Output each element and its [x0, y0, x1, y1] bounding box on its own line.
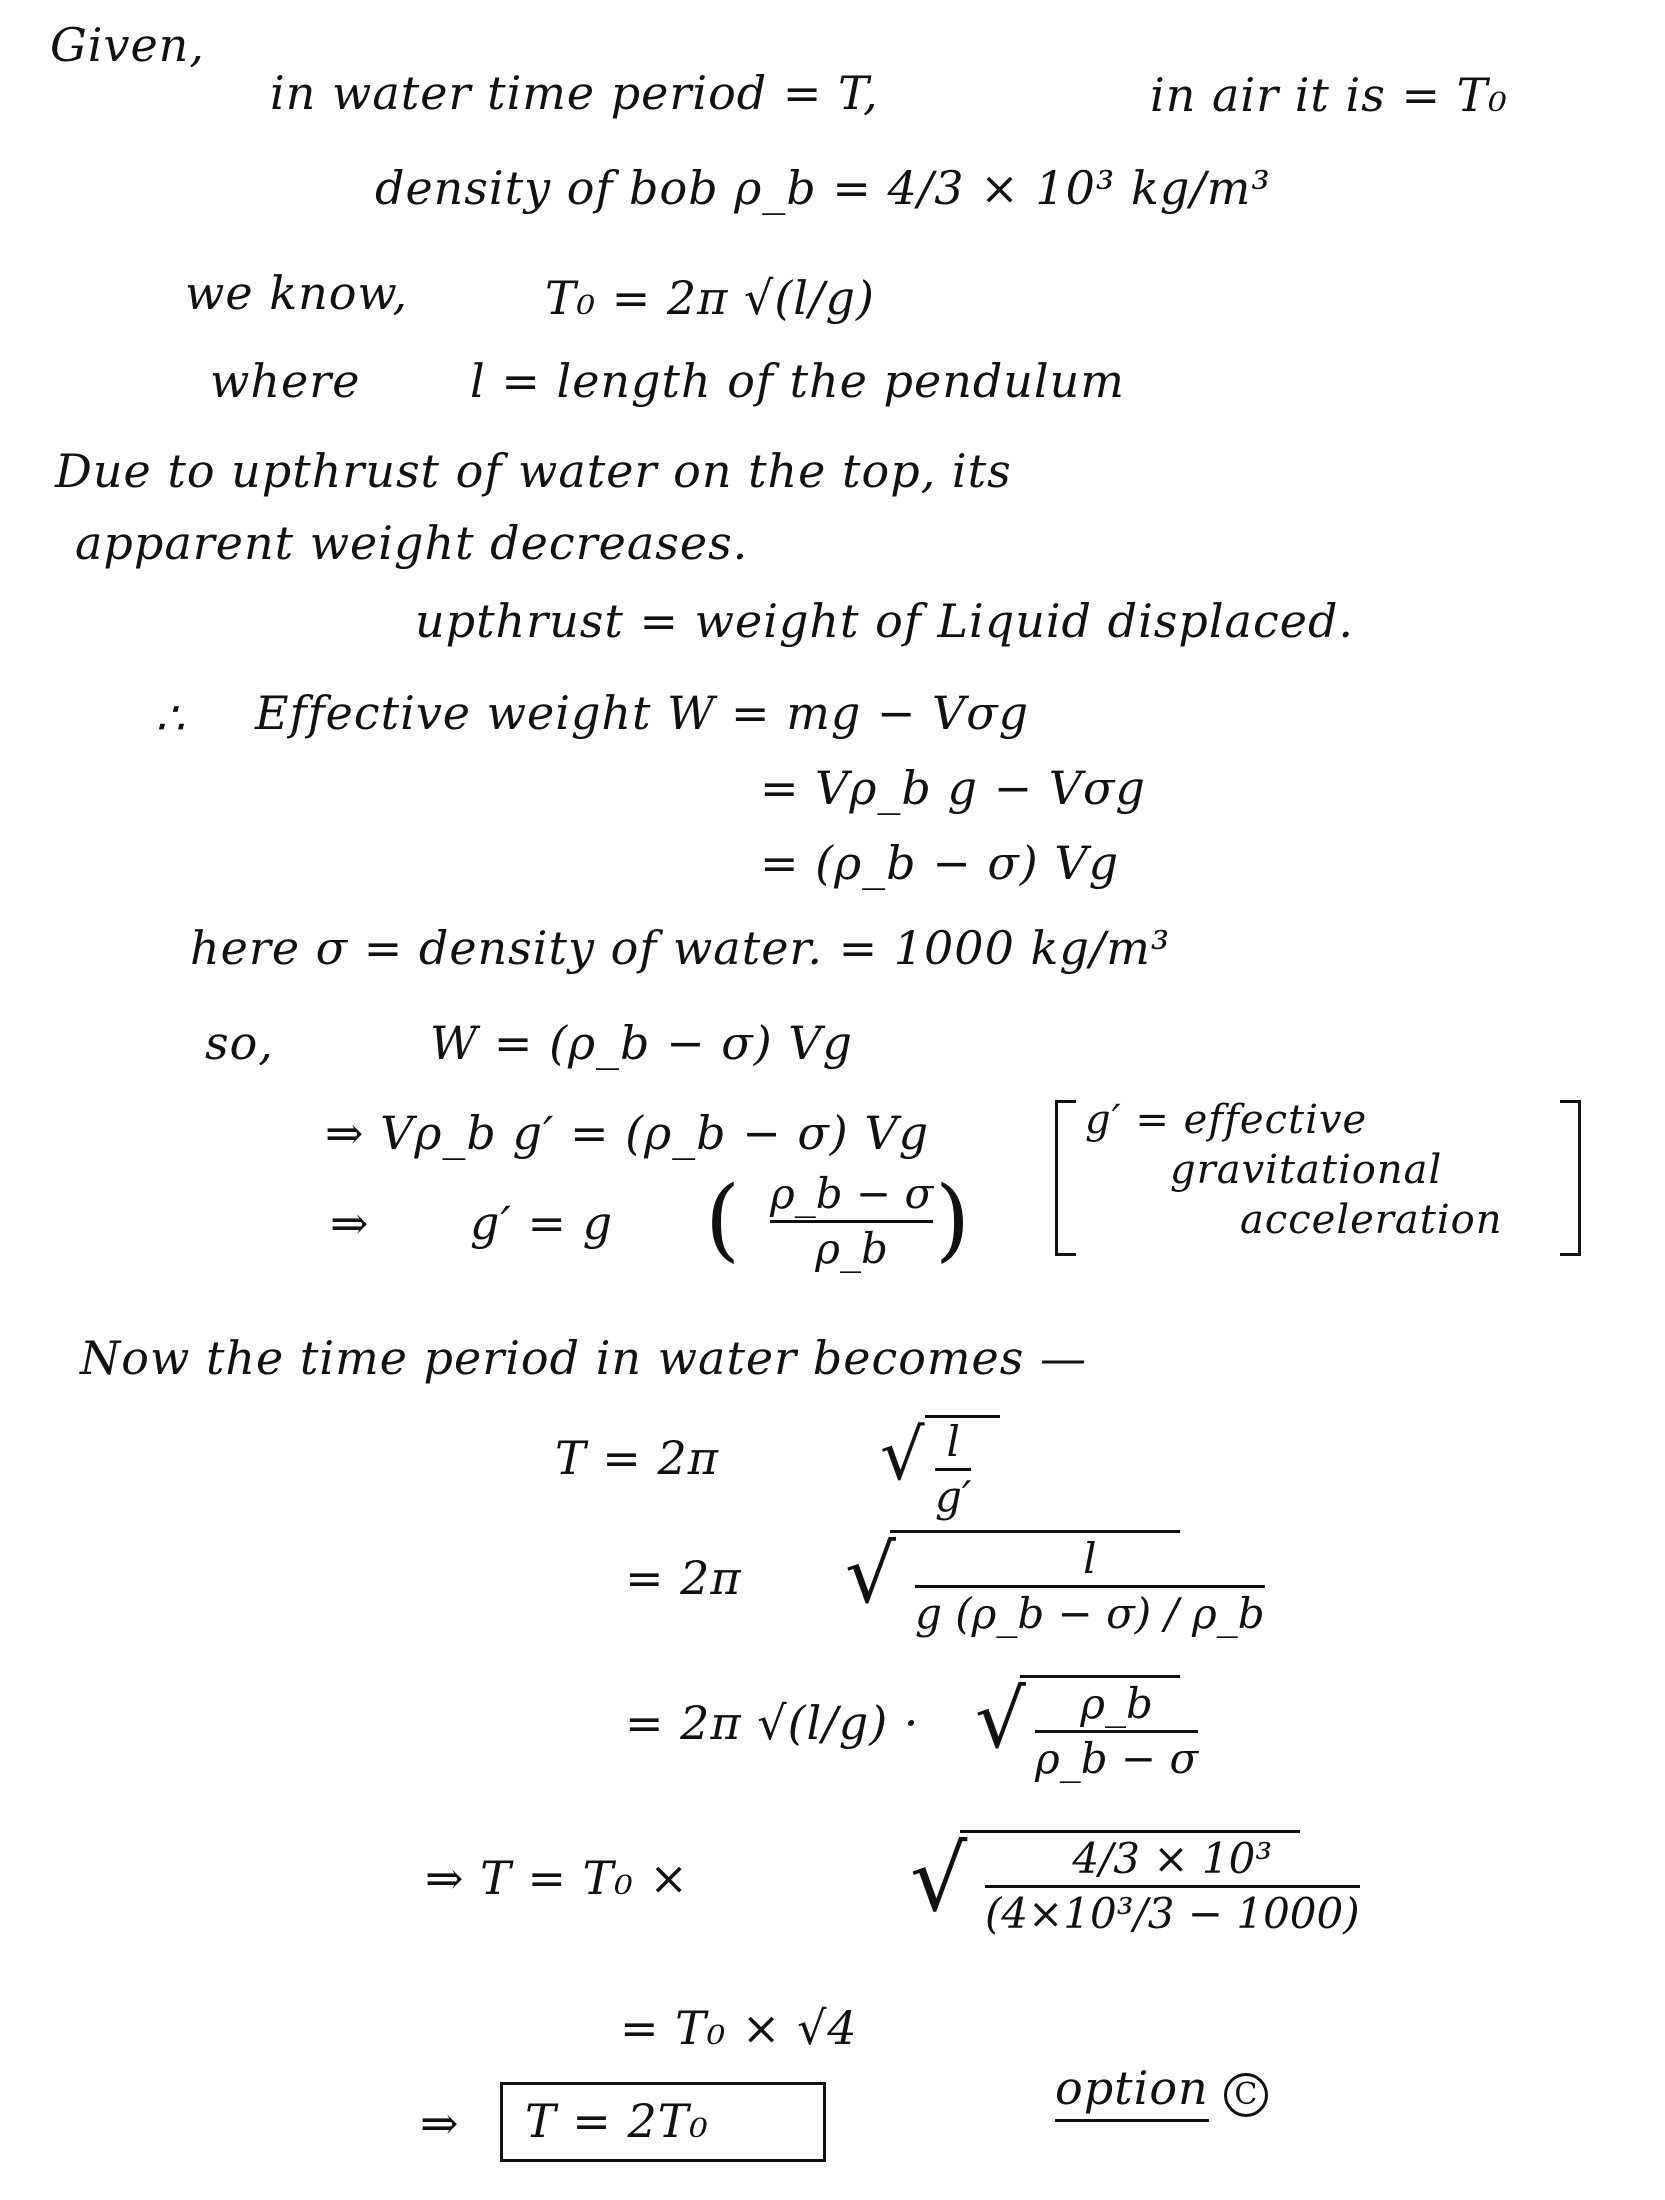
g-fraction-denominator: ρ_b	[815, 1224, 888, 1274]
fraction-bar	[985, 1885, 1360, 1888]
t2-numerator: l	[1083, 1534, 1097, 1583]
t-equation-1: T = 2π	[555, 1431, 719, 1485]
option-line	[1055, 2061, 1268, 2117]
sqrt-sign-4: √	[910, 1827, 969, 1932]
note-line3: acceleration	[1240, 1197, 1503, 1243]
option-label: option	[1055, 2061, 1209, 2122]
length-definition: l = length of the pendulum	[470, 354, 1125, 408]
where-label: where	[210, 354, 361, 408]
t-equation-5: = T₀ × √4	[620, 2001, 858, 2055]
t4-numerator: 4/3 × 10³	[1072, 1834, 1273, 1883]
we-know-label: we know,	[185, 266, 408, 320]
water-period-line: in water time period = T,	[270, 66, 879, 120]
here-water-density: here σ = density of water. = 1000 kg/m³	[190, 921, 1171, 975]
therefore-symbol: ∴	[155, 691, 186, 745]
t2-fraction	[915, 1535, 1265, 1639]
upthrust-text-line1: Due to upthrust of water on the top, its	[55, 444, 1012, 498]
t3-fraction	[1035, 1680, 1198, 1784]
close-paren: )	[935, 1167, 972, 1272]
sqrt-sign-2: √	[845, 1528, 897, 1621]
now-text: Now the time period in water becomes —	[80, 1331, 1087, 1385]
effective-weight-line3: = (ρ_b − σ) Vg	[760, 836, 1120, 890]
t1-fraction	[935, 1418, 971, 1522]
sqrt-sign-3: √	[975, 1673, 1027, 1766]
t3-numerator: ρ_b	[1080, 1679, 1153, 1728]
t0-formula: T₀ = 2π √(l/g)	[545, 271, 875, 325]
g-prime-fraction	[770, 1170, 933, 1274]
t-equation-3: = 2π √(l/g) ·	[625, 1696, 920, 1750]
fraction-bar	[770, 1220, 933, 1223]
sqrt-sign-1: √	[880, 1414, 926, 1496]
fraction-bar	[915, 1585, 1265, 1588]
density-bob-line: density of bob ρ_b = 4/3 × 10³ kg/m³	[375, 161, 1271, 215]
given-label: Given,	[50, 18, 205, 72]
sqrt-bar-4	[960, 1830, 1300, 1833]
t1-numerator: l	[946, 1417, 960, 1466]
t-equation-4: ⇒ T = T₀ ×	[425, 1851, 689, 1905]
implies-arrow2: ⇒	[330, 1196, 370, 1250]
g-fraction-numerator: ρ_b − σ	[770, 1169, 934, 1218]
t1-denominator: g′	[935, 1472, 972, 1522]
t2-denominator: g (ρ_b − σ) / ρ_b	[915, 1589, 1265, 1639]
t4-denominator: (4×10³/3 − 1000)	[985, 1889, 1360, 1939]
effective-weight-line2: = Vρ_b g − Vσg	[760, 761, 1146, 815]
implies-line1: ⇒ Vρ_b g′ = (ρ_b − σ) Vg	[325, 1106, 930, 1160]
note-line1: g′ = effective	[1085, 1097, 1368, 1143]
fraction-bar	[935, 1468, 971, 1471]
upthrust-equation: upthrust = weight of Liquid displaced.	[415, 594, 1355, 648]
open-paren: (	[705, 1167, 742, 1272]
t3-denominator: ρ_b − σ	[1035, 1734, 1199, 1784]
final-implies: ⇒	[420, 2096, 460, 2150]
w-equation: W = (ρ_b − σ) Vg	[430, 1016, 853, 1070]
fraction-bar	[1035, 1730, 1198, 1733]
option-letter: C	[1224, 2073, 1268, 2117]
final-answer: T = 2T₀	[525, 2094, 709, 2148]
sqrt-bar-3	[1020, 1675, 1180, 1678]
g-prime-equation: g′ = g	[470, 1196, 614, 1250]
air-period-line: in air it is = T₀	[1150, 68, 1508, 122]
so-label: so,	[205, 1016, 274, 1070]
note-line2: gravitational	[1170, 1147, 1443, 1193]
note-right-bracket	[1560, 1100, 1581, 1256]
effective-weight-line1: Effective weight W = mg − Vσg	[255, 686, 1030, 740]
note-left-bracket	[1055, 1100, 1076, 1256]
t-equation-2: = 2π	[625, 1551, 742, 1605]
sqrt-bar-2	[890, 1530, 1180, 1533]
upthrust-text-line2: apparent weight decreases.	[75, 516, 749, 570]
t4-fraction	[985, 1835, 1360, 1939]
